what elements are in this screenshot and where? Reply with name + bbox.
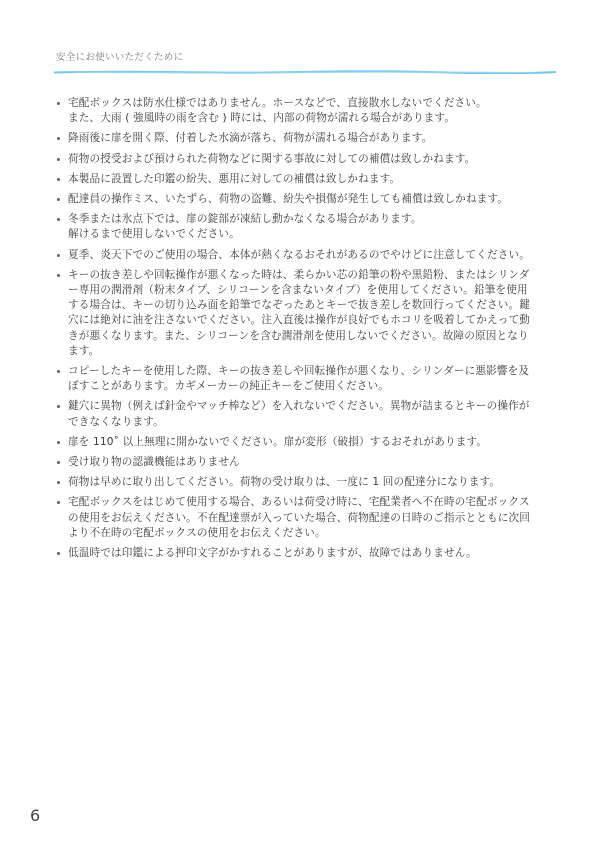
list-item-text: ぼすことがあります。カギメーカーの純正キーをご使用ください。 [68, 380, 390, 393]
list-item-text: 配達員の操作ミス、いたずら、荷物の盗難、紛失や損傷が発生しても補償は致しかねます。 [68, 193, 508, 206]
bullet-icon [57, 481, 60, 484]
list-item-text: 荷物は早めに取り出してください。荷物の受け取りは、一度に 1 回の配達分になります。 [68, 476, 501, 489]
list-item-text: 冬季または氷点下では、扉の錠部が凍結し動かなくなる場合があります。 [68, 213, 422, 226]
bullet-icon [57, 552, 60, 555]
list-item-text: より不在時の宅配ボックスの使用をお伝えください。 [68, 526, 326, 539]
bullet-icon [57, 198, 60, 201]
list-item-text: 荷物の授受および預けられた荷物などに関する事故に対しての補償は致しかねます。 [68, 152, 476, 165]
bullet-icon [57, 501, 60, 504]
list-item-text: 扉を 110˚ 以上無理に開かないでください。扉が変形（破損）するおそれがあります。 [68, 435, 488, 448]
list-item [57, 268, 557, 359]
list-item-text: 宅配ボックスをはじめて使用する場合、あるいは荷受け時に、宅配業者へ不在時の宅配ボックス [68, 496, 530, 509]
bullet-icon [57, 274, 60, 277]
header-brush-rule [54, 70, 556, 74]
list-item-text: ます。 [68, 344, 100, 357]
list-item-text: 穴には絶対に油を注さないでください。注入直後は操作が良好でもホコリを吸着してかえって動 [68, 314, 530, 327]
page-number: 6 [30, 806, 41, 825]
list-item [57, 248, 557, 263]
list-item [57, 364, 557, 394]
bullet-icon [57, 254, 60, 257]
list-item-text: きが悪くなります。また、シリコーンを含む潤滑剤を使用しないでください。故障の原因となり [68, 329, 529, 342]
list-item-text: 鍵穴に異物（例えば針金やマッチ棒など）を入れないでください。異物が詰まるとキーの操作が [68, 400, 530, 413]
list-item-text: 本製品に設置した印鑑の紛失、悪用に対しての補償は致しかねます。 [68, 172, 401, 185]
bullet-icon [57, 102, 60, 105]
list-item [57, 172, 557, 187]
list-item [57, 152, 557, 167]
list-item-text: また、大雨 ( 強風時の雨を含む ) 時には、内部の荷物が濡れる場合があります。 [68, 112, 456, 125]
bullet-icon [57, 441, 60, 444]
bullet-icon [57, 370, 60, 373]
list-item [57, 131, 557, 146]
bullet-icon [57, 178, 60, 181]
list-item [57, 435, 557, 450]
list-item [57, 455, 557, 470]
list-item-text: 降雨後に扉を開く際、付着した水滴が落ち、荷物が濡れる場合があります。 [68, 132, 433, 145]
safety-notes-list [57, 96, 557, 566]
list-item [57, 495, 557, 541]
list-item-text: 宅配ボックスは防水仕様ではありません。ホースなどで、直接散水しないでください。 [68, 97, 487, 109]
list-item-text: 低温時では印鑑による押印文字がかすれることがありますが、故障ではありません。 [68, 547, 477, 560]
list-item-text: 受け取り物の認識機能はありません [68, 456, 240, 469]
list-item [57, 212, 557, 242]
list-item-text: キーの抜き差しや回転操作が悪くなった時は、柔らかい芯の鉛筆の粉や黒鉛粉、またはシリンダ [68, 268, 530, 281]
bullet-icon [57, 218, 60, 221]
list-item [57, 546, 557, 561]
list-item [57, 96, 557, 126]
section-header: 安全にお使いいただくために [56, 52, 184, 63]
list-item-text: する場合は、キーの切り込み面を鉛筆でなぞったあとキーで抜き差しを数回行ってください。鍵 [68, 299, 530, 312]
list-item [57, 192, 557, 207]
list-item-text: ー専用の潤滑剤（粉末タイプ、シリコーンを含まないタイプ）を使用してください。鉛筆を使用 [68, 284, 528, 297]
bullet-icon [57, 158, 60, 161]
list-item-text: コピーしたキーを使用した際、キーの抜き差しや回転操作が悪くなり、シリンダーに悪影響を及 [68, 365, 530, 378]
bullet-icon [57, 461, 60, 464]
list-item [57, 475, 557, 490]
list-item-text: の使用をお伝えください。不在配達票が入っていた場合、荷物配達の日時のご指示とともに次回 [68, 511, 530, 524]
list-item-text: 解けるまで使用しないでください。 [68, 228, 240, 241]
list-item-text: 夏季、炎天下でのご使用の場合、本体が熱くなるおそれがあるのでやけどに注意してください。 [68, 248, 530, 261]
bullet-icon [57, 405, 60, 408]
list-item-text: できなくなります。 [68, 415, 164, 428]
bullet-icon [57, 137, 60, 140]
list-item [57, 399, 557, 429]
